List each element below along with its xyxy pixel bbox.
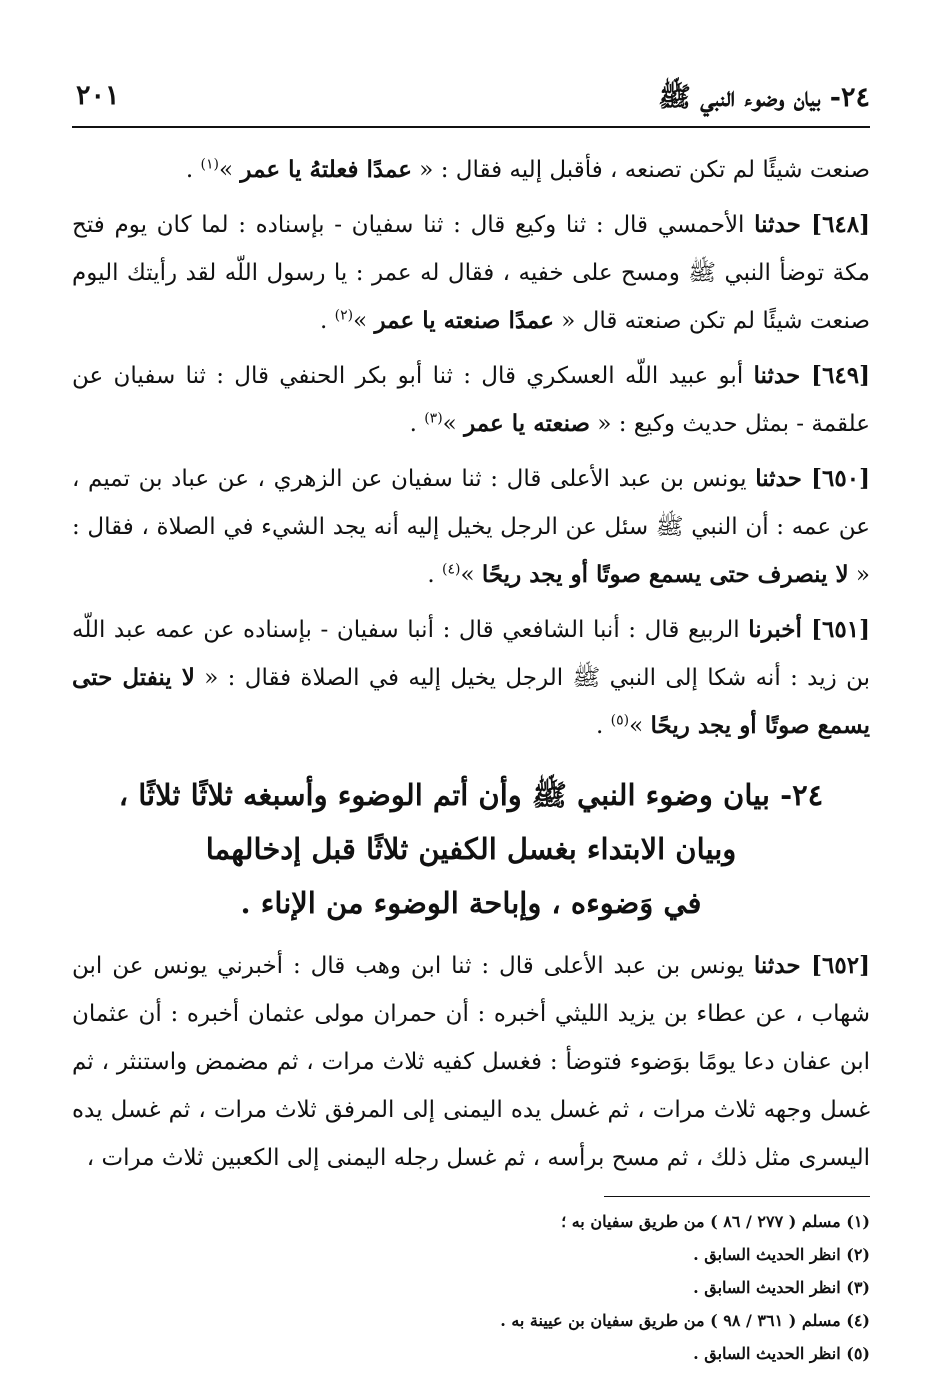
hadith-number: [٦٤٨] <box>811 211 871 238</box>
matn-text: عمدًا فعلتهُ يا عمر <box>240 156 412 183</box>
chapter-heading-line-3: في وَضوءه ، وإباحة الوضوء من الإناء . <box>240 886 702 920</box>
footnote-5: (٥) انظر الحديث السابق . <box>693 1344 870 1363</box>
page-number: ٢٠١ <box>76 80 120 111</box>
matn-text: لا ينصرف حتى يسمع صوتًا أو يجد ريحًا <box>481 561 849 588</box>
hadith-intro: حدثنا <box>753 362 812 389</box>
paragraph-text: أبو عبيد اللّه العسكري قال : ثنا أبو بكر الحنفي قال : ثنا سفيان عن علقمة - بمثل حديث وكيع : « <box>72 363 870 437</box>
paragraph-continuation <box>72 146 870 194</box>
hadith-number: [٦٥١] <box>811 616 870 643</box>
chapter-heading-line-1: ٢٤- بيان وضوء النبي ﷺ وأن أتم الوضوء وأسبغه ثلاثًا ثلاثًا ، <box>118 778 824 812</box>
paragraph-text: الأحمسي قال : ثنا وكيع قال : ثنا سفيان - بإسناده : لما كان يوم فتح مكة توضأ النبي ﷺ ومسح على خفيه ، فقال له عمر : يا رسول اللّه لقد رأيتك اليوم صنعت شيئًا لم تكن صنعته قال « <box>72 212 870 334</box>
chapter-heading <box>72 768 870 930</box>
footnote-3: (٣) انظر الحديث السابق . <box>693 1278 870 1297</box>
hadith-number: [٦٥٠] <box>811 465 870 492</box>
matn-text: عمدًا صنعته يا عمر <box>374 307 554 334</box>
paragraph-end: . <box>409 411 425 437</box>
footnote-4: (٤) مسلم ( ٣٦١ / ٩٨ ) من طريق سفيان بن عيينة به . <box>500 1311 870 1330</box>
hadith-number: [٦٥٢] <box>811 952 870 979</box>
footnote-ref: (٣) <box>424 410 443 427</box>
hadith-650 <box>72 455 870 599</box>
footnote-ref: (٢) <box>334 307 354 324</box>
paragraph-end: . <box>320 308 335 334</box>
hadith-intro: حدثنا <box>753 952 812 979</box>
closing-quote: » <box>219 157 241 183</box>
book-page <box>72 70 870 1370</box>
paragraph-text: يونس بن عبد الأعلى قال : ثنا سفيان عن الزهري ، عن عباد بن تميم ، عن عمه : أن النبي ﷺ سئل عن الرجل يخيل إليه أنه يجد الشيء في الصلاة ، فقال : « <box>72 466 870 588</box>
hadith-intro: أخبرنا <box>748 616 812 643</box>
hadith-649 <box>72 352 870 448</box>
footnotes <box>72 1205 870 1370</box>
hadith-651 <box>72 606 870 750</box>
body-text <box>72 146 870 1182</box>
running-title: ٢٤- بيان وضوء النبي ﷺ <box>658 82 870 113</box>
footnote-divider <box>604 1196 870 1197</box>
footnote-2: (٢) انظر الحديث السابق . <box>693 1245 870 1264</box>
hadith-652 <box>72 942 870 1182</box>
footnote-1: (١) مسلم ( ٢٧٧ / ٨٦ ) من طريق سفيان به ؛ <box>561 1212 870 1231</box>
paragraph-text: الربيع قال : أنبا الشافعي قال : أنبا سفيان - بإسناده عن عمه عبد اللّه بن زيد : أنه شكا إلى النبي ﷺ الرجل يخيل إليه في الصلاة فقال : « <box>72 617 871 691</box>
hadith-number: [٦٤٩] <box>811 362 871 389</box>
footnote-ref: (٤) <box>441 561 461 578</box>
page-header <box>72 70 870 128</box>
closing-quote: » <box>460 562 482 588</box>
footnote-ref: (١) <box>200 156 219 173</box>
chapter-heading-line-2: وبيان الابتداء بغسل الكفين ثلاثًا قبل إدخالهما <box>205 832 737 866</box>
hadith-intro: حدثنا <box>754 211 812 238</box>
paragraph-text: يونس بن عبد الأعلى قال : ثنا ابن وهب قال : أخبرني يونس عن ابن شهاب ، عن عطاء بن يزيد الليثي أخبره : أن حمران مولى عثمان أخبره : أن عثمان ابن عفان دعا يومًا بوَضوء فتوضأ : فغسل كفيه ثلاث مرات ، ثم مضمض واستنثر ، ثم غسل وجهه ثلاث مرات ، ثم غسل يده اليمنى إلى المرفق ثلاث مرات ، ثم غسل يده اليسرى مثل ذلك ، ثم مسح برأسه ، ثم غسل رجله اليمنى إلى الكعبين ثلاث مرات ، <box>72 953 870 1171</box>
matn-text: صنعته يا عمر <box>464 410 591 437</box>
paragraph-text: صنعت شيئًا لم تكن تصنعه ، فأقبل إليه فقال : « <box>412 157 870 183</box>
footnote-ref: (٥) <box>610 712 630 729</box>
closing-quote: » <box>629 713 651 739</box>
hadith-intro: حدثنا <box>755 465 812 492</box>
closing-quote: » <box>442 411 465 437</box>
paragraph-end: . <box>185 157 201 183</box>
hadith-648 <box>72 201 870 345</box>
closing-quote: » <box>353 308 375 334</box>
matn-text: لا ينفتل حتى يسمع صوتًا أو يجد ريحًا <box>72 664 870 739</box>
paragraph-end: . <box>427 562 442 588</box>
paragraph-end: . <box>596 713 611 739</box>
